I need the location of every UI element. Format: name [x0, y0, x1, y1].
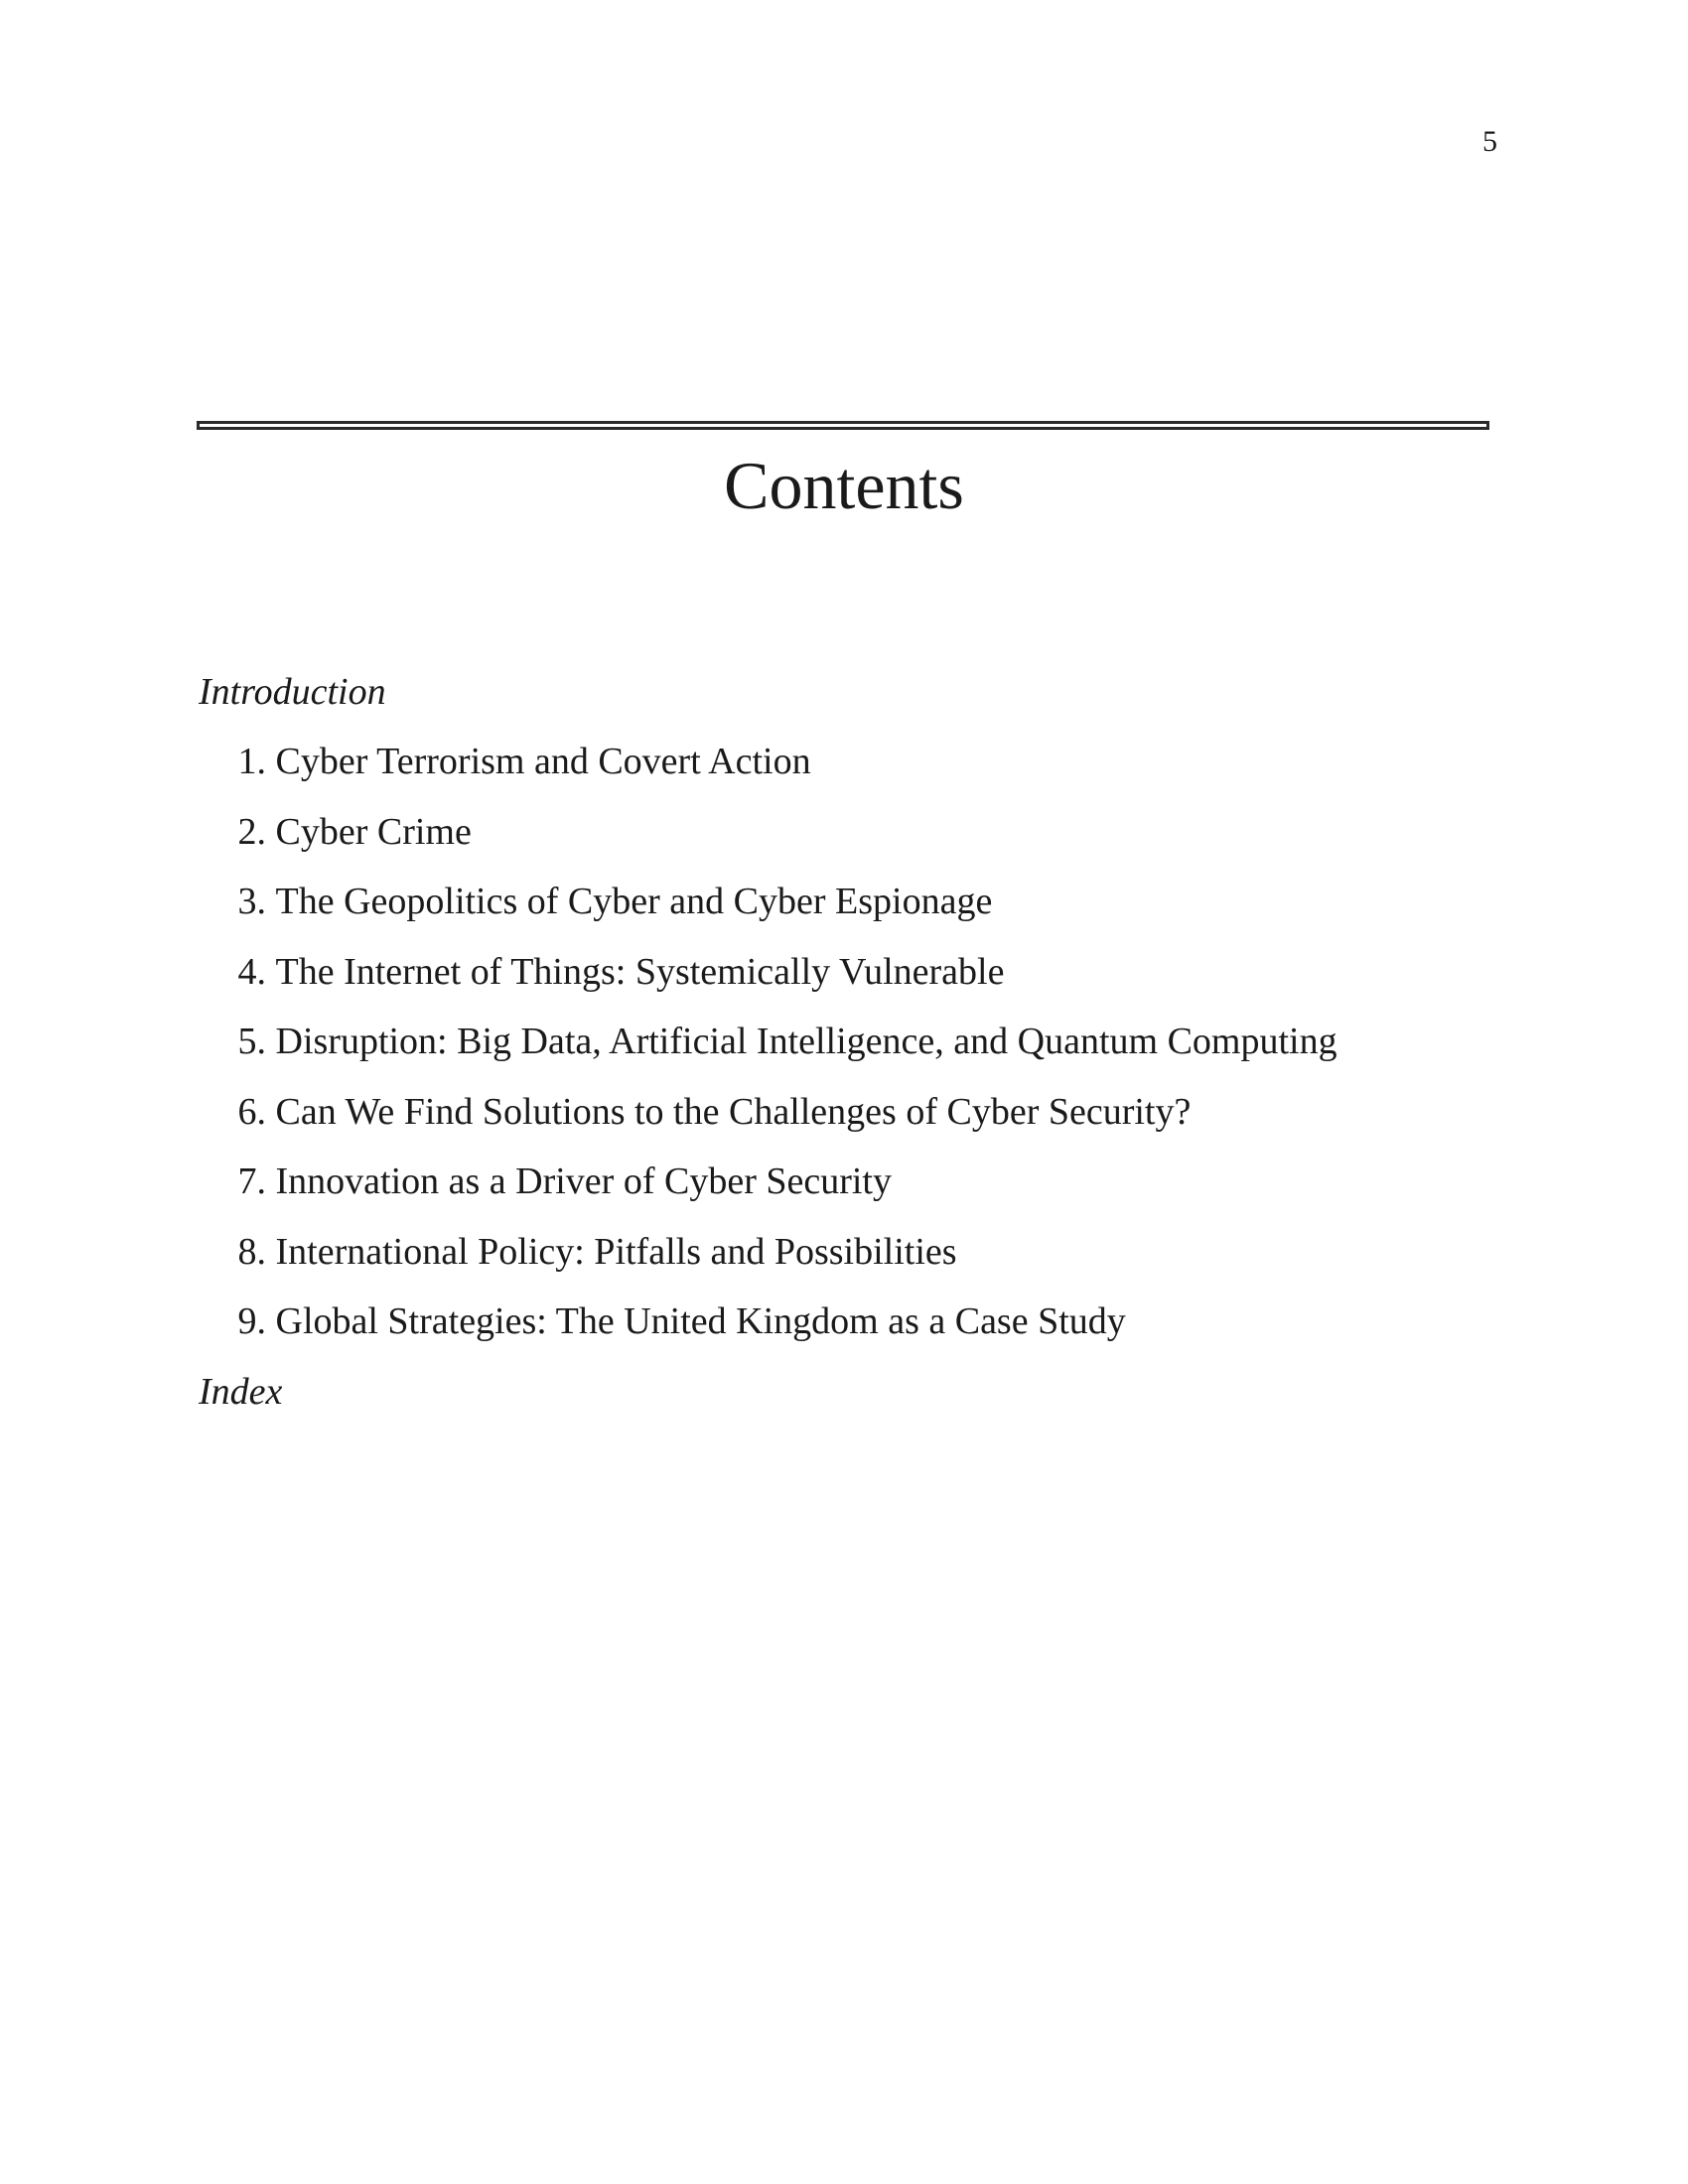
toc-entry-chapter-1[interactable]	[199, 727, 1489, 797]
chapter-number: 2.	[237, 810, 266, 853]
toc-entry-chapter-4[interactable]	[199, 937, 1489, 1008]
chapter-title: International Policy: Pitfalls and Possibilities	[275, 1230, 957, 1273]
chapter-number: 5.	[237, 1021, 266, 1063]
chapter-title: Global Strategies: The United Kingdom as a Case Study	[275, 1300, 1126, 1343]
chapter-title: The Geopolitics of Cyber and Cyber Espionage	[275, 881, 993, 923]
toc-entry-introduction[interactable]: Introduction	[199, 671, 386, 713]
page-number: 5	[1482, 125, 1497, 158]
toc-entry-index[interactable]: Index	[199, 1370, 283, 1413]
toc-entry-chapter-5[interactable]	[199, 1007, 1489, 1077]
chapter-number: 6.	[237, 1090, 266, 1133]
toc-entry-chapter-7[interactable]	[199, 1147, 1489, 1217]
chapter-title: Disruption: Big Data, Artificial Intelligence, and Quantum Computing	[275, 1021, 1337, 1063]
toc-chapter-list	[199, 727, 1489, 1357]
chapter-title: Cyber Terrorism and Covert Action	[275, 741, 811, 783]
chapter-title: Can We Find Solutions to the Challenges of Cyber Security?	[275, 1090, 1192, 1133]
chapter-number: 1.	[237, 741, 266, 783]
toc-entry-chapter-9[interactable]	[199, 1287, 1489, 1357]
toc-entry-chapter-2[interactable]	[199, 797, 1489, 868]
chapter-title: Innovation as a Driver of Cyber Security	[275, 1160, 892, 1203]
chapter-number: 7.	[237, 1160, 266, 1203]
page-title: Contents	[724, 448, 964, 523]
table-of-contents	[199, 657, 1489, 1427]
toc-entry-chapter-3[interactable]	[199, 867, 1489, 937]
title-rule	[197, 421, 1489, 430]
toc-entry-chapter-6[interactable]	[199, 1077, 1489, 1148]
toc-entry-chapter-8[interactable]	[199, 1217, 1489, 1288]
chapter-number: 9.	[237, 1300, 266, 1343]
chapter-number: 3.	[237, 881, 266, 923]
chapter-title: The Internet of Things: Systemically Vulnerable	[275, 950, 1005, 993]
chapter-number: 8.	[237, 1230, 266, 1273]
chapter-title: Cyber Crime	[275, 810, 472, 853]
chapter-number: 4.	[237, 950, 266, 993]
